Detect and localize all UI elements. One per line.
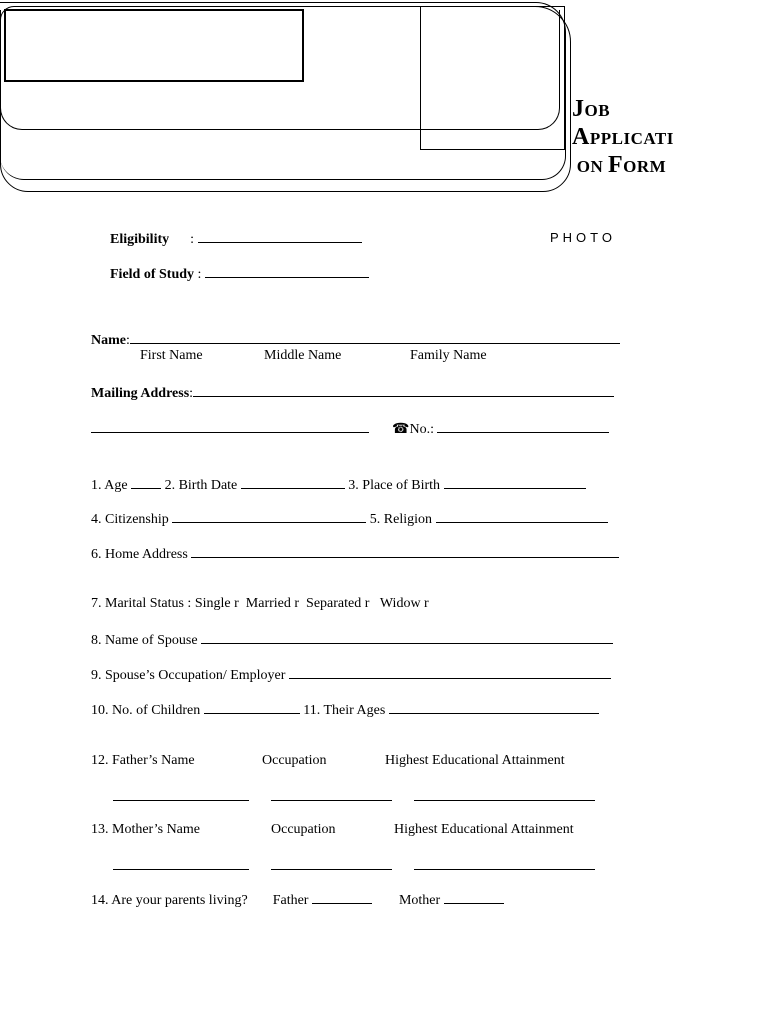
no-children-field[interactable] (204, 701, 300, 714)
mailing-address-label: Mailing Address (91, 386, 190, 401)
name-label: Name (91, 333, 126, 348)
row-parents-living (91, 891, 504, 909)
mother-education-field[interactable] (414, 869, 595, 870)
row-marital-status (91, 596, 429, 612)
father-name-field[interactable] (113, 800, 249, 801)
spouse-name-label: 8. Name of Spouse (91, 633, 198, 648)
married-option[interactable]: Married r (245, 596, 300, 611)
row-age-birth (91, 476, 586, 494)
father-living-field[interactable] (312, 891, 372, 904)
telephone-icon: ☎ (392, 422, 410, 437)
mailing-address-line2-field[interactable] (91, 420, 369, 433)
citizenship-field[interactable] (172, 510, 366, 523)
eligibility-label: Eligibility (110, 232, 170, 247)
place-of-birth-field[interactable] (444, 476, 586, 489)
home-address-label: 6. Home Address (91, 547, 188, 562)
spouse-occupation-field[interactable] (289, 666, 611, 679)
form-title: JOB APPLICATI ON FORM (572, 96, 674, 178)
birth-date-field[interactable] (241, 476, 345, 489)
mother-education-label: Highest Educational Attainment (394, 822, 574, 837)
their-ages-label: 11. Their Ages (303, 703, 386, 718)
row-children (91, 701, 599, 719)
photo-box (420, 6, 565, 150)
no-children-label: 10. No. of Children (91, 703, 201, 718)
row-spouse-occupation (91, 666, 611, 684)
phone-label: No.: (409, 422, 434, 437)
mailing-address-line2-row (91, 420, 369, 438)
spouse-name-field[interactable] (201, 631, 613, 644)
mother-living-field[interactable] (444, 891, 504, 904)
photo-label: PHOTO (550, 230, 616, 245)
mother-living-label: Mother (398, 893, 441, 908)
father-occupation-field[interactable] (271, 800, 392, 801)
home-address-field[interactable] (191, 545, 619, 558)
row-home-address (91, 545, 619, 563)
row-citizenship-religion (91, 510, 608, 528)
field-of-study-row: Field of Study : (110, 265, 369, 283)
birth-date-label: 2. Birth Date (164, 478, 238, 493)
mother-occupation-field[interactable] (271, 869, 392, 870)
widow-option[interactable]: Widow r (379, 596, 429, 611)
phone-row (392, 420, 609, 438)
their-ages-field[interactable] (389, 701, 599, 714)
religion-field[interactable] (436, 510, 608, 523)
separated-option[interactable]: Separated r (306, 596, 370, 611)
parents-living-label: 14. Are your parents living? (91, 893, 248, 908)
father-occupation-label: Occupation (262, 753, 327, 768)
name-sub-middle: Middle Name (264, 348, 342, 363)
name-sub-first: First Name (140, 348, 203, 363)
father-living-label: Father (272, 893, 309, 908)
name-sub-family: Family Name (410, 348, 487, 363)
age-label: 1. Age (91, 478, 128, 493)
mailing-address-field[interactable] (193, 384, 614, 397)
father-education-label: Highest Educational Attainment (385, 753, 565, 768)
father-education-field[interactable] (414, 800, 595, 801)
spouse-occupation-label: 9. Spouse’s Occupation/ Employer (91, 668, 286, 683)
header-text-box (4, 9, 304, 82)
mother-occupation-label: Occupation (271, 822, 336, 837)
field-of-study-label: Field of Study (110, 267, 195, 282)
marital-status-label: 7. Marital Status : (91, 596, 192, 611)
single-option[interactable]: Single r (194, 596, 239, 611)
field-of-study-field[interactable] (205, 265, 369, 278)
place-of-birth-label: 3. Place of Birth (348, 478, 441, 493)
name-row: Name: (91, 331, 620, 349)
name-field[interactable] (130, 331, 620, 344)
mailing-address-row: Mailing Address: (91, 384, 614, 402)
religion-label: 5. Religion (369, 512, 433, 527)
row-spouse-name (91, 631, 613, 649)
mother-name-label: 13. Mother’s Name (91, 822, 200, 837)
phone-field[interactable] (437, 420, 609, 433)
father-name-label: 12. Father’s Name (91, 753, 195, 768)
mother-name-field[interactable] (113, 869, 249, 870)
eligibility-field[interactable] (198, 230, 362, 243)
eligibility-row: Eligibility : (110, 230, 362, 248)
age-field[interactable] (131, 476, 161, 489)
citizenship-label: 4. Citizenship (91, 512, 169, 527)
